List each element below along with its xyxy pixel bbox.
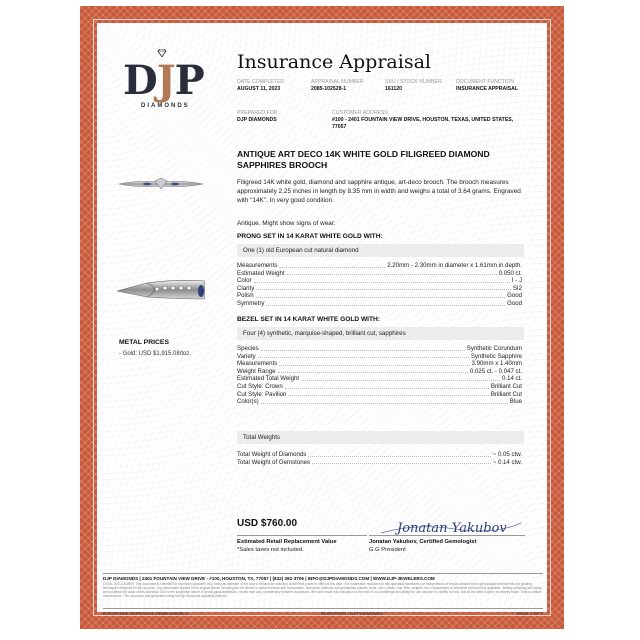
product-description: Filigreed 14K white gold, diamond and sapphire antique, art-deco brooch. The brooch measures approximately 2.25 inches in length by 8.35 mm in width and weighs a total of 3.64 grams. Engraved with "14K". In very good condition. bbox=[237, 179, 521, 204]
footer-inventory: INVENTORY / DJP DIAMONDS bbox=[320, 611, 384, 616]
total-weights-specs bbox=[237, 451, 522, 466]
spec-row: Species Synthetic Corundum bbox=[237, 345, 522, 352]
total-weights-box: Total Weights bbox=[237, 431, 524, 444]
djp-logo bbox=[117, 49, 213, 115]
brooch-image-top bbox=[117, 177, 205, 191]
gold-price: - Gold: USD $1,915.08/toz. bbox=[119, 351, 192, 357]
spec-row: Estimated Weight 0.050 ct. bbox=[237, 269, 522, 277]
signer-title: G.G President bbox=[369, 547, 406, 553]
logo-lettermark: DJP bbox=[123, 57, 204, 104]
price-label: Estimated Retail Replacement Value bbox=[237, 539, 337, 545]
spec-row: Weight Range 0.025 ct. - 0.047 ct. bbox=[237, 367, 522, 375]
svg-text:Jonatan Yakubov: Jonatan Yakubov bbox=[397, 521, 507, 536]
meta-date-completed: DATE COMPLETED AUGUST 11, 2023 bbox=[237, 79, 285, 92]
spec-row: Total Weight of Gemstones ~ 0.14 ctw. bbox=[237, 458, 522, 466]
logo-subtitle: DIAMONDS bbox=[141, 103, 190, 109]
meta-appraisal-number: APPRAISAL NUMBER 2085-102528-1 bbox=[311, 79, 364, 92]
spec-row: Variety Synthetic Sapphire bbox=[237, 352, 522, 360]
replacement-value: USD $760.00 bbox=[237, 518, 298, 529]
certificate-paper bbox=[97, 23, 547, 616]
spec-row: Clarity SI2 bbox=[237, 284, 522, 292]
spec-row: Measurements 3.90mm x 1.40mm bbox=[237, 360, 522, 368]
product-title: ANTIQUE ART DECO 14K WHITE GOLD FILIGREED DIAMOND SAPPHIRES BROOCH bbox=[237, 149, 490, 170]
section-bezel-box: Four (4) synthetic, marquise-shaped, brilliant cut, sapphires bbox=[237, 327, 524, 340]
spec-row: Total Weight of Diamonds ~ 0.05 ctw. bbox=[237, 451, 522, 458]
meta-prepared-for: PREPARED FOR: DJP DIAMONDS bbox=[237, 110, 279, 123]
document-title: Insurance Appraisal bbox=[237, 51, 431, 73]
spec-row: Polish Good bbox=[237, 292, 522, 300]
footer-page-number: PAGE 2 OF 2 bbox=[516, 611, 543, 616]
footer-appraisal-ref: INSURANCE APPRAISAL #2085-102528-1 bbox=[103, 611, 188, 616]
spec-row: Cut Style: Pavilion Brilliant Cut bbox=[237, 390, 522, 398]
section-bezel-title: BEZEL SET IN 14 KARAT WHITE GOLD WITH: bbox=[237, 316, 380, 323]
spec-row: Estimated Total Weight 0.14 ct. bbox=[237, 375, 522, 383]
tax-note: *Sales taxes not included. bbox=[237, 547, 304, 553]
spec-row: Measurements 2.20mm - 2.30mm in diameter x 1.61mm in depth. bbox=[237, 262, 522, 269]
diamond-icon bbox=[157, 49, 167, 57]
section-prong-title: PRONG SET IN 14 KARAT WHITE GOLD WITH: bbox=[237, 233, 383, 240]
brooch-image-closeup bbox=[117, 269, 205, 309]
meta-sku: SKU / STOCK NUMBER 161120 bbox=[385, 79, 442, 92]
meta-customer-address: CUSTOMER ADDRESS: #100 - 2401 FOUNTAIN VIEW DRIVE, HOUSTON, TEXAS, UNITED STATES, 77057 bbox=[332, 110, 514, 130]
section-bezel-specs bbox=[237, 345, 522, 406]
signer-name: Jonatan Yakubov, Certified Gemologist bbox=[369, 539, 477, 545]
footer-company-line: DJP DIAMONDS | 2401 FOUNTAIN VIEW DRIVE - #100, HOUSTON, TX, 77057 | (832) 381-3706 | INFO@DJPDIAMONDS.COM | WWW.DJP-JEWELERS.COM bbox=[103, 573, 543, 581]
signer-caption bbox=[369, 535, 525, 553]
price-caption bbox=[237, 535, 367, 553]
meta-document-function: DOCUMENT FUNCTION INSURANCE APPRAISAL bbox=[456, 79, 519, 92]
metal-prices-heading: METAL PRICES bbox=[119, 339, 169, 346]
footer-disclaimer: LEGAL DISCLAIMER: This document is intended for insurance purposes only, being an estimate of the cost to replace the article(s) at full retail prices in effect at this date. The information recorded on this appraisal represents our interpretation of results obtained from gemological instruments and grading techniques designed for this purpose. Any information applied to the original pieces including but not limited to metal structure and composition, diamonds, platinum and gemstones (values, sizes, color, clarity, cuts, fees, weights, etc.) replacement or otherwise will need this appraisal. Jewelry polishing and sizing will not affect the value of this appraisal. Due to the subjective nature of gemological appraisals, results may vary considerably between appraisers. We have made this evaluation to the best of our knowledge and ability but can assume no liability for loss. Not all the table is given for jewelry trade. Treat or artifact maintenance. This document was generated using the Djp Diamonds appraisal platform. bbox=[103, 582, 542, 599]
section-prong-box: One (1) old European cut natural diamond bbox=[237, 244, 524, 257]
spec-row: Cut Style: Crown Brilliant Cut bbox=[237, 382, 522, 390]
metal-prices bbox=[119, 339, 191, 357]
footer-page-info bbox=[103, 608, 543, 616]
spec-row: Color(s) Blue bbox=[237, 398, 522, 406]
certificate-frame bbox=[80, 6, 564, 629]
signature-image bbox=[375, 517, 525, 537]
section-prong-specs bbox=[237, 262, 522, 308]
condition-note: Antique. Might show signs of wear. bbox=[237, 220, 336, 227]
spec-row: Symmetry Good bbox=[237, 299, 522, 307]
spec-row: Color I - J bbox=[237, 277, 522, 285]
